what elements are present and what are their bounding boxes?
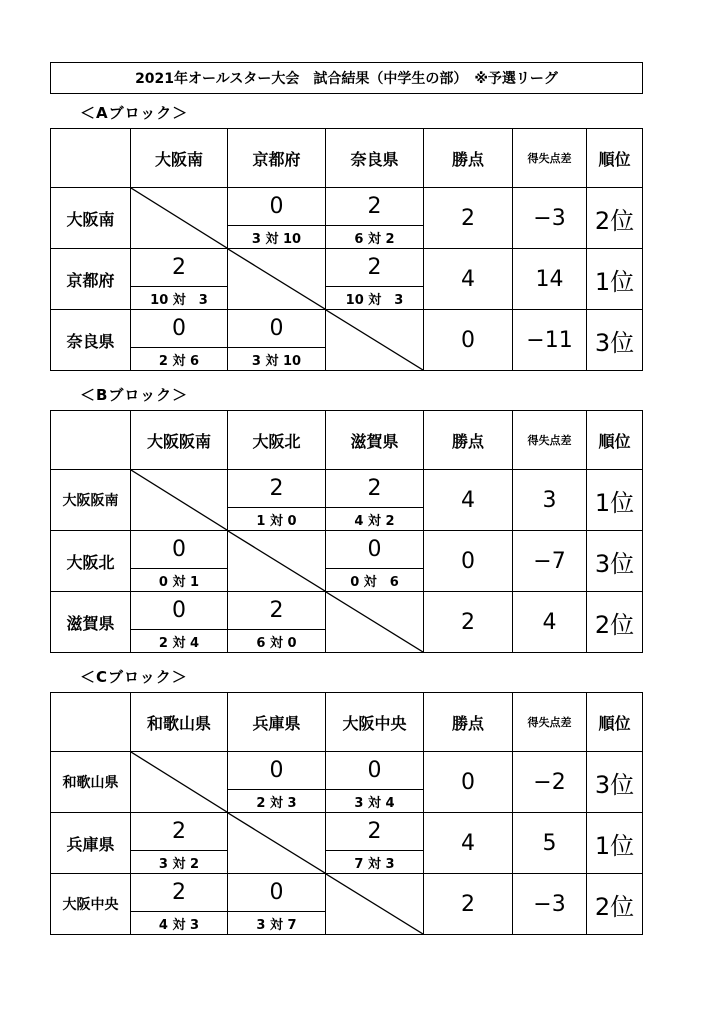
match-cell (326, 531, 424, 592)
match-cell (326, 249, 424, 310)
col-rank: 順位 (587, 693, 643, 752)
rank-value: 2位 (587, 188, 643, 249)
match-score: 2 対 6 (131, 347, 227, 370)
match-cell (131, 531, 228, 592)
self-match-cell (326, 592, 424, 653)
col-rank: 順位 (587, 129, 643, 188)
col-diff: 得失点差 (513, 693, 587, 752)
points-value: 4 (424, 470, 513, 531)
points-value: 0 (424, 752, 513, 813)
header-row (51, 693, 643, 752)
match-points: 2 (269, 598, 284, 623)
match-cell (326, 470, 424, 531)
self-match-cell (131, 752, 228, 813)
diff-value: −3 (513, 188, 587, 249)
match-score: 10 対 3 (326, 286, 423, 309)
col-team-3: 大阪中央 (326, 693, 424, 752)
table-row (51, 249, 643, 310)
row-team: 大阪阪南 (51, 470, 131, 531)
match-points: 0 (269, 194, 284, 219)
match-points: 0 (172, 537, 186, 562)
block-c-label: ＜Cブロック＞ (80, 668, 188, 686)
rank-value: 3位 (587, 310, 643, 371)
match-points: 2 (367, 819, 382, 844)
match-points: 2 (172, 255, 186, 280)
col-team-2: 京都府 (228, 129, 326, 188)
col-team-2: 大阪北 (228, 411, 326, 470)
self-match-cell (228, 813, 326, 874)
points-value: 4 (424, 249, 513, 310)
corner-cell (51, 129, 131, 188)
match-score: 0 対 6 (326, 568, 423, 591)
match-score: 1 対 0 (228, 507, 325, 530)
block-a-label: ＜Aブロック＞ (80, 104, 189, 122)
match-points: 2 (367, 194, 382, 219)
col-team-2: 兵庫県 (228, 693, 326, 752)
diff-value: 3 (513, 470, 587, 531)
match-points: 0 (172, 598, 186, 623)
diff-value: −11 (513, 310, 587, 371)
table-row (51, 813, 643, 874)
col-team-1: 大阪阪南 (131, 411, 228, 470)
match-points: 2 (269, 476, 284, 501)
match-points: 2 (172, 819, 186, 844)
row-team: 京都府 (51, 249, 131, 310)
table-row (51, 592, 643, 653)
match-cell (228, 592, 326, 653)
row-team: 奈良県 (51, 310, 131, 371)
block-a-table (50, 128, 643, 371)
points-value: 2 (424, 592, 513, 653)
match-score: 3 対 10 (228, 225, 325, 248)
match-points: 0 (269, 880, 284, 905)
self-match-cell (326, 874, 424, 935)
match-cell (228, 188, 326, 249)
match-score: 6 対 0 (228, 629, 325, 652)
col-rank: 順位 (587, 411, 643, 470)
points-value: 2 (424, 874, 513, 935)
match-score: 7 対 3 (326, 850, 423, 873)
col-points: 勝点 (424, 129, 513, 188)
col-points: 勝点 (424, 693, 513, 752)
corner-cell (51, 411, 131, 470)
rank-value: 2位 (587, 592, 643, 653)
block-b-label: ＜Bブロック＞ (80, 386, 189, 404)
match-score: 3 対 10 (228, 347, 325, 370)
match-points: 0 (269, 758, 284, 783)
corner-cell (51, 693, 131, 752)
col-team-1: 和歌山県 (131, 693, 228, 752)
match-points: 0 (367, 537, 382, 562)
match-cell (326, 188, 424, 249)
row-team: 兵庫県 (51, 813, 131, 874)
rank-value: 1位 (587, 249, 643, 310)
self-match-cell (131, 470, 228, 531)
col-team-3: 奈良県 (326, 129, 424, 188)
rank-value: 2位 (587, 874, 643, 935)
col-diff: 得失点差 (513, 411, 587, 470)
table-row (51, 874, 643, 935)
header-row (51, 411, 643, 470)
match-score: 2 対 4 (131, 629, 227, 652)
col-team-3: 滋賀県 (326, 411, 424, 470)
match-cell (131, 874, 228, 935)
match-score: 10 対 3 (131, 286, 227, 309)
match-cell (131, 249, 228, 310)
match-score: 0 対 1 (131, 568, 227, 591)
table-row (51, 188, 643, 249)
block-c-table (50, 692, 643, 935)
row-team: 大阪中央 (51, 874, 131, 935)
match-cell (326, 813, 424, 874)
self-match-cell (228, 531, 326, 592)
col-points: 勝点 (424, 411, 513, 470)
block-b-table (50, 410, 643, 653)
match-score: 4 対 2 (326, 507, 423, 530)
points-value: 0 (424, 310, 513, 371)
match-score: 3 対 4 (326, 789, 423, 812)
diff-value: 4 (513, 592, 587, 653)
match-points: 0 (172, 316, 186, 341)
match-cell (228, 470, 326, 531)
rank-value: 1位 (587, 813, 643, 874)
row-team: 滋賀県 (51, 592, 131, 653)
match-score: 6 対 2 (326, 225, 423, 248)
rank-value: 1位 (587, 470, 643, 531)
table-row (51, 310, 643, 371)
col-team-1: 大阪南 (131, 129, 228, 188)
match-cell (228, 752, 326, 813)
match-points: 2 (367, 255, 382, 280)
document-title: 2021年オールスター大会 試合結果（中学生の部） ※予選リーグ (50, 62, 643, 94)
header-row (51, 129, 643, 188)
rank-value: 3位 (587, 752, 643, 813)
row-team: 和歌山県 (51, 752, 131, 813)
table-row (51, 752, 643, 813)
col-diff: 得失点差 (513, 129, 587, 188)
match-score: 4 対 3 (131, 911, 227, 934)
match-score: 3 対 7 (228, 911, 325, 934)
match-points: 0 (367, 758, 382, 783)
row-team: 大阪南 (51, 188, 131, 249)
diff-value: 5 (513, 813, 587, 874)
points-value: 0 (424, 531, 513, 592)
points-value: 4 (424, 813, 513, 874)
diff-value: −3 (513, 874, 587, 935)
points-value: 2 (424, 188, 513, 249)
match-cell (131, 310, 228, 371)
diff-value: 14 (513, 249, 587, 310)
match-cell (326, 752, 424, 813)
match-cell (131, 813, 228, 874)
match-points: 2 (172, 880, 186, 905)
diff-value: −2 (513, 752, 587, 813)
match-cell (228, 874, 326, 935)
table-row (51, 470, 643, 531)
diff-value: −7 (513, 531, 587, 592)
match-points: 0 (269, 316, 284, 341)
match-score: 3 対 2 (131, 850, 227, 873)
self-match-cell (131, 188, 228, 249)
self-match-cell (228, 249, 326, 310)
table-row (51, 531, 643, 592)
match-points: 2 (367, 476, 382, 501)
match-cell (131, 592, 228, 653)
row-team: 大阪北 (51, 531, 131, 592)
match-cell (228, 310, 326, 371)
rank-value: 3位 (587, 531, 643, 592)
self-match-cell (326, 310, 424, 371)
match-score: 2 対 3 (228, 789, 325, 812)
